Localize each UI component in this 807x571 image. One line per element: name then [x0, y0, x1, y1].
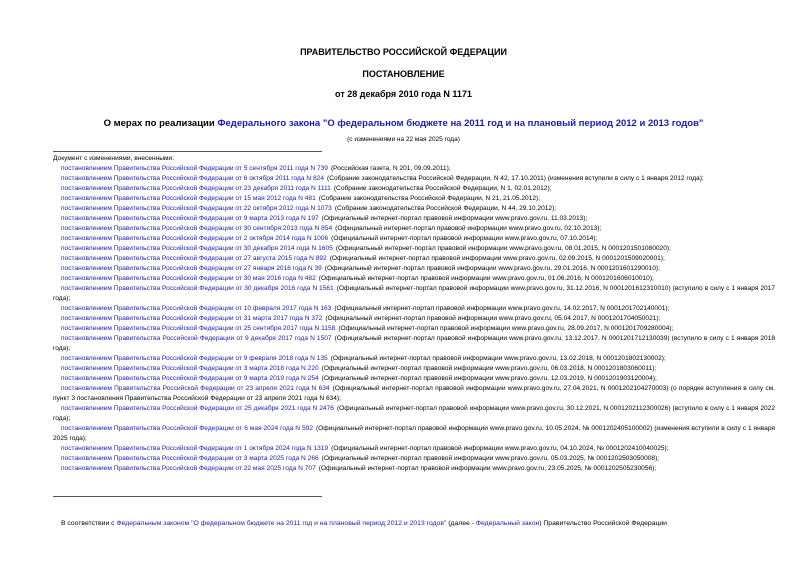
amendment-entry [53, 194, 775, 204]
amendment-link[interactable]: постановлением Правительства Российской Федерации от 31 марта 2017 года N 372 [61, 315, 323, 322]
amendment-entry [53, 204, 775, 214]
amendment-source: (Официальный интернет-портал правовой информации www.pravo.gov.ru, 31.12.2016, N 0001201612310010) (вступило в силу с 1 января 2017 года); [53, 285, 775, 302]
amendment-entry [53, 244, 775, 254]
amendment-link[interactable]: постановлением Правительства Российской Федерации от 9 декабря 2017 года N 1507 [61, 335, 332, 342]
amendment-entry [53, 214, 775, 224]
amendment-source: (Официальный интернет-портал правовой информации www.pravo.gov.ru, 12.03.2019, N 0001201903120004); [321, 375, 657, 382]
amendment-link[interactable]: постановлением Правительства Российской Федерации от 15 мая 2012 года N 481 [61, 195, 316, 202]
body-suffix: ) Правительство Российской Федерации [539, 520, 667, 527]
amendment-entry [53, 454, 775, 464]
amendment-link[interactable]: постановлением Правительства Российской Федерации от 3 марта 2025 года N 266 [61, 455, 319, 462]
amendment-source: (Официальный интернет-портал правовой информации www.pravo.gov.ru, 28.09.2017, N 0001201709280004); [338, 325, 674, 332]
document-type-heading: ПОСТАНОВЛЕНИЕ [362, 69, 445, 79]
divider-bottom [53, 496, 322, 497]
amendment-source: (Официальный интернет-портал правовой информации www.pravo.gov.ru, 30.12.2021, N 0001202112300026) (вступило в силу с 1 января 2022 года); [53, 405, 776, 422]
amendment-link[interactable]: постановлением Правительства Российской Федерации от 27 января 2016 года N 39 [61, 265, 322, 272]
amendment-entry [53, 274, 775, 284]
federal-law-short-link[interactable]: Федеральный закон [475, 520, 540, 527]
amendment-link[interactable]: постановлением Правительства Российской Федерации от 9 марта 2013 года N 197 [61, 215, 319, 222]
amendment-source: (Собрание законодательства Российской Федерации, N 44, 29.10.2012); [334, 205, 557, 212]
divider-top [53, 151, 322, 152]
amendment-source: (Официальный интернет-портал правовой информации www.pravo.gov.ru, 27.04.2021, N 0001202104270003) (о порядке вступления в силу см. пункт 3 постановления Правительства Российской Федерации от 23 апреля 2021 года N 634); [53, 385, 775, 402]
amendment-entry [53, 374, 775, 384]
amendment-source: (Официальный интернет-портал правовой информации www.pravo.gov.ru, 11.03.2013); [321, 215, 588, 222]
amendment-link[interactable]: постановлением Правительства Российской Федерации от 23 декабря 2011 года N 1111 [61, 185, 331, 192]
amendments-entries [53, 164, 775, 474]
amendment-entry [53, 224, 775, 234]
amendment-link[interactable]: постановлением Правительства Российской Федерации от 6 октября 2011 года N 824 [61, 175, 324, 182]
amendment-source: (Официальный интернет-портал правовой информации www.pravo.gov.ru, 07.10.2014); [331, 235, 598, 242]
amendment-entry [53, 314, 775, 324]
amendment-entry [53, 384, 775, 404]
amendment-entry [53, 184, 775, 194]
date-number-heading: от 28 декабря 2010 года N 1171 [335, 89, 472, 99]
amendment-link[interactable]: постановлением Правительства Российской Федерации от 1 октября 2024 года N 1319 [61, 445, 329, 452]
amendment-link[interactable]: постановлением Правительства Российской Федерации от 25 сентября 2017 года N 1158 [61, 325, 336, 332]
amendment-link[interactable]: постановлением Правительства Российской Федерации от 30 сентября 2013 года N 854 [61, 225, 333, 232]
amendment-entry [53, 254, 775, 264]
body-mid: (далее - [446, 520, 476, 527]
amendment-link[interactable]: постановлением Правительства Российской Федерации от 6 мая 2024 года N 592 [61, 425, 313, 432]
amendment-source: (Официальный интернет-портал правовой информации www.pravo.gov.ru, 13.02.2018, N 0001201802130002); [330, 355, 666, 362]
amendment-link[interactable]: постановлением Правительства Российской Федерации от 30 декабря 2014 года N 1605 [61, 245, 333, 252]
amendment-source: (Официальный интернет-портал правовой информации www.pravo.gov.ru, 05.04.2017, N 0001201704050021); [325, 315, 661, 322]
document-title [0, 118, 807, 129]
federal-law-link[interactable]: Федеральным законом "О федеральном бюджете на 2011 год и на плановый период 2012 и 2013 годов" [116, 520, 447, 527]
title-prefix: О мерах по реализации [103, 118, 218, 129]
amendment-link[interactable]: постановлением Правительства Российской Федерации от 22 октября 2012 года N 1073 [61, 205, 332, 212]
amendment-link[interactable]: постановлением Правительства Российской Федерации от 3 марта 2018 года N 220 [61, 365, 319, 372]
amendment-entry [53, 324, 775, 334]
amendment-source: (Официальный интернет-портал правовой информации www.pravo.gov.ru, 02.10.2013); [335, 225, 602, 232]
amended-note: (с изменениями на 22 мая 2025 года) [347, 136, 460, 143]
amendment-source: (Официальный интернет-портал правовой информации www.pravo.gov.ru, 13.12.2017, N 0001201712130039) (вступило в силу с 1 января 2018 года); [53, 335, 776, 352]
amendment-link[interactable]: постановлением Правительства Российской Федерации от 10 февраля 2017 года N 163 [61, 305, 332, 312]
government-heading: ПРАВИТЕЛЬСТВО РОССИЙСКОЙ ФЕДЕРАЦИИ [300, 47, 507, 57]
amendment-source: (Российская газета, N 201, 09.09.2011); [330, 165, 451, 172]
amendment-link[interactable]: постановлением Правительства Российской Федерации от 27 августа 2015 года N 892 [61, 255, 327, 262]
amendment-entry [53, 304, 775, 314]
amendment-entry [53, 334, 775, 354]
amendment-link[interactable]: постановлением Правительства Российской Федерации от 9 февраля 2018 года N 135 [61, 355, 328, 362]
amendment-entry [53, 464, 775, 474]
amendment-entry [53, 444, 775, 454]
amendment-source: (Собрание законодательства Российской Федерации, N 42, 17.10.2011) (изменения вступили в силу с 1 января 2012 года); [327, 175, 704, 182]
amendment-link[interactable]: постановлением Правительства Российской Федерации от 9 марта 2019 года N 254 [61, 375, 319, 382]
amendment-link[interactable]: постановлением Правительства Российской Федерации от 22 мая 2025 года N 707 [61, 465, 316, 472]
body-paragraph [53, 519, 775, 529]
amendment-source: (Официальный интернет-портал правовой информации www.pravo.gov.ru, 01.06.2016, N 0001201606010010); [318, 275, 654, 282]
amendment-link[interactable]: постановлением Правительства Российской Федерации от 30 декабря 2016 года N 1561 [61, 285, 334, 292]
amendment-source: (Собрание законодательства Российской Федерации, N 21, 21.05.2012); [318, 195, 541, 202]
amendment-link[interactable]: постановлением Правительства Российской Федерации от 2 октября 2014 года N 1006 [61, 235, 329, 242]
amendment-entry [53, 404, 775, 424]
amendment-entry [53, 164, 775, 174]
federal-law-title-link[interactable]: Федерального закона "О федеральном бюджете на 2011 год и на плановый период 2012 и 2013 годов" [217, 118, 704, 129]
amendment-source: (Официальный интернет-портал правовой информации www.pravo.gov.ru, 10.05.2024, № 0001202405100002) (изменения вступили в силу с 1 января 2025 года); [53, 425, 776, 442]
body-prefix: В соответствии с [61, 520, 117, 527]
amendment-entry [53, 174, 775, 184]
amendment-source: (Официальный интернет-портал правовой информации www.pravo.gov.ru, 05.03.2025, № 0001202503050008); [321, 455, 660, 462]
amendments-label: Документ с изменениями, внесенными: [53, 155, 175, 162]
amendment-entry [53, 264, 775, 274]
amendment-link[interactable]: постановлением Правительства Российской Федерации от 5 сентября 2011 года N 739 [61, 165, 328, 172]
amendment-source: (Официальный интернет-портал правовой информации www.pravo.gov.ru, 29.01.2016, N 0001201601290010); [324, 265, 660, 272]
amendment-source: (Официальный интернет-портал правовой информации www.pravo.gov.ru, 02.09.2015, N 0001201509020001); [329, 255, 665, 262]
amendment-link[interactable]: постановлением Правительства Российской Федерации от 30 мая 2016 года N 482 [61, 275, 316, 282]
amendment-entry [53, 424, 775, 444]
amendment-entry [53, 234, 775, 244]
amendment-source: (Официальный интернет-портал правовой информации www.pravo.gov.ru, 23.05.2025, № 0001202505230056); [318, 465, 657, 472]
amendment-entry [53, 284, 775, 304]
amendment-source: (Официальный интернет-портал правовой информации www.pravo.gov.ru, 14.02.2017, N 0001201702140001); [334, 305, 670, 312]
amendment-source: (Официальный интернет-портал правовой информации www.pravo.gov.ru, 08.01.2015, N 0001201501080020); [335, 245, 671, 252]
amendment-source: (Официальный интернет-портал правовой информации www.pravo.gov.ru, 04.10.2024, № 0001202410040025); [331, 445, 669, 452]
amendment-link[interactable]: постановлением Правительства Российской Федерации от 25 декабря 2021 года N 2476 [61, 405, 334, 412]
amendment-source: (Собрание законодательства Российской Федерации, N 1, 02.01.2012); [333, 185, 552, 192]
amendments-list [53, 154, 775, 474]
amendment-source: (Официальный интернет-портал правовой информации www.pravo.gov.ru, 06.03.2018, N 0001201803060011); [321, 365, 657, 372]
amendment-link[interactable]: постановлением Правительства Российской Федерации от 23 апреля 2021 года N 634 [61, 385, 330, 392]
amendment-entry [53, 354, 775, 364]
amendment-entry [53, 364, 775, 374]
